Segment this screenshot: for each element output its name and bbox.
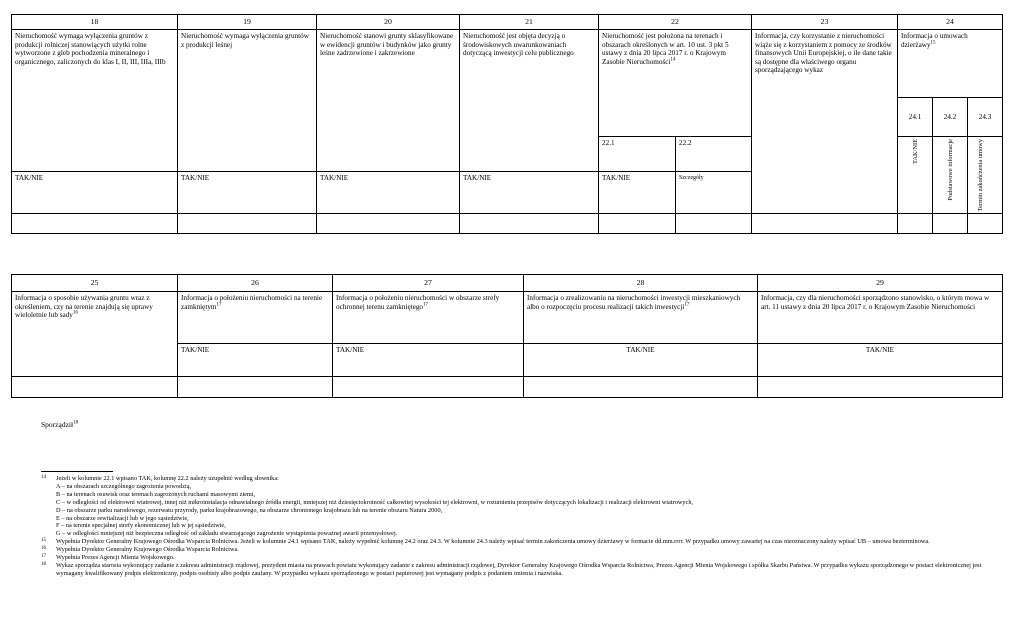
header-23: 23 (752, 15, 898, 30)
sub-24-1: 24.1 (898, 98, 933, 137)
header-24: 24 (898, 15, 1003, 30)
footnote-ref-14: 14 (670, 57, 676, 63)
signature-label (41, 420, 78, 429)
header-26: 26 (178, 275, 333, 292)
header-25: 25 (12, 275, 178, 292)
desc-25-text: Informacja o sposobie używania gruntu wraz z określeniem, czy na terenie znajdują się uprawy wieloletnie lub sady (15, 294, 153, 320)
desc-26 (178, 292, 333, 344)
footnote-14-item-g: G – w odległości mniejszej niż bezpieczna odległość od zakładu stwarzającego zagrożenie wystąpienia poważnej awarii przemysłowej. (56, 530, 398, 538)
value-24-1 (898, 137, 933, 214)
header-28: 28 (524, 275, 758, 292)
footnote-17 (41, 554, 1001, 562)
footnote-text: Jeżeli w kolumnie 22.1 wpisano TAK, kolumnę 22.2 należy uzupełnić według słownika: (56, 475, 279, 482)
input-22-2[interactable] (676, 214, 752, 234)
desc-26-text: Informacja o położeniu nieruchomości na terenie zamkniętym (181, 294, 323, 311)
footnote-divider (41, 471, 113, 472)
desc-18: Nieruchomość wymaga wyłączenia gruntów z produkcji rolniczej stanowiących użytki rolne wytworzone z gleb pochodzenia mineralnego i organicznego, zaliczonych do klas I, II, III, IIIa, IIIb (12, 30, 178, 172)
desc-23: Informacja, czy korzystanie z nieruchomości wiąże się z korzystaniem z pomocy ze środków finansowych Unii Europejskiej, o ile dane takie są dostępne dla właściwego organu sporządzającego wykaz (752, 30, 898, 214)
input-22-1[interactable] (599, 214, 676, 234)
desc-27-text: Informacja o położeniu nieruchomości w obszarze strefy ochronnej terenu zamkniętego (336, 294, 500, 311)
footnote-14-item-b: B – na terenach osuwisk oraz terenach zagrożonych ruchami masowymi ziemi, (56, 490, 256, 498)
signature-label-text: Sporządził (41, 420, 74, 429)
footnote-text: Wypełnia Dyrektor Generalny Krajowego Ośrodka Wsparcia Rolnictwa. (56, 546, 239, 554)
footnote-ref-17c: 17 (684, 302, 690, 308)
footnotes (41, 475, 1001, 578)
input-18[interactable] (12, 214, 178, 234)
sub-22-1: 22.1 (599, 137, 676, 172)
footnote-text: Wypełnia Prezes Agencji Mienia Wojskowego. (56, 554, 175, 562)
input-25[interactable] (12, 377, 178, 398)
desc-21: Nieruchomość jest objęta decyzją o środowiskowych uwarunkowaniach dotyczącą inwestycji celu publicznego (460, 30, 599, 172)
table-columns-25-29 (11, 274, 1003, 398)
value-24-3-text: Termin zakończenia umowy (977, 139, 985, 212)
value-22-2: Szczegóły (676, 171, 752, 214)
input-28[interactable] (524, 377, 758, 398)
input-24-1[interactable] (898, 214, 933, 234)
header-18: 18 (12, 15, 178, 30)
value-24-2-text: Podstawowe informacje (946, 139, 954, 201)
sub-22-2: 22.2 (676, 137, 752, 172)
value-22-1: TAK/NIE (599, 171, 676, 214)
header-29: 29 (758, 275, 1003, 292)
input-20[interactable] (317, 214, 460, 234)
header-20: 20 (317, 15, 460, 30)
desc-25 (12, 292, 178, 377)
footnote-number: 15 (41, 538, 46, 544)
input-24-3[interactable] (968, 214, 1003, 234)
footnote-ref-17b: 17 (423, 302, 429, 308)
value-19: TAK/NIE (178, 171, 317, 214)
footnote-number: 17 (41, 554, 46, 560)
desc-24 (898, 30, 1003, 98)
table-columns-18-24 (11, 14, 1003, 234)
desc-28-text: Informacja o zrealizowaniu na nieruchomości inwestycji mieszkaniowych albo o rozpoczęciu procesu realizacji takich inwestycji (527, 294, 741, 311)
input-24-2[interactable] (933, 214, 968, 234)
footnote-number: 14 (41, 475, 46, 480)
value-29: TAK/NIE (758, 344, 1003, 377)
desc-22 (599, 30, 752, 137)
footnote-text: Wypełnia Dyrektor Generalny Krajowego Ośrodka Wsparcia Rolnictwa. Jeżeli w kolumnie 24.1 wpisano TAK, należy wypełnić kolumnę 24.2 oraz 24.3. W kolumnie 24.3 należy wpisać termin zakończenia umowy dzierżawy w formacie dd.mm.rrrr. W przypadku umowy zawartej na czas nieoznaczony należy wpisać UB – umowa bezterminowa. (56, 538, 930, 546)
footnote-14-item-e: E – na obszarze rewitalizacji lub w jego sąsiedztwie, (56, 514, 189, 522)
footnote-ref-16: 16 (72, 310, 78, 316)
footnote-15 (41, 538, 1001, 546)
value-27: TAK/NIE (333, 344, 524, 377)
value-18: TAK/NIE (12, 171, 178, 214)
desc-28 (524, 292, 758, 344)
footnote-number: 16 (41, 546, 46, 552)
footnote-ref-15: 15 (930, 40, 936, 46)
value-24-3 (968, 137, 1003, 214)
desc-27 (333, 292, 524, 344)
footnote-text: Wykaz sporządza starosta wykonujący zadanie z zakresu administracji rządowej, prezydent miasta na prawach powiatu wykonujący zadanie z zakresu administracji rządowej, Dyrektor Generalny Krajowego Ośrodka Wsparcia Rolnictwa, Prezes Agencji Mienia Wojskowego i spółka Skarbu Państwa. W przypadku wykazu sporządzonego w postaci elektronicznej jest wymagany kwalifikowany podpis elektroniczny, podpis osobisty albo podpis zaufany. W przypadku wykazu sporządzonego w postaci papierowej jest wymagany podpis z podaniem imienia i nazwiska. (56, 561, 982, 577)
desc-22-text: Nieruchomość jest położona na terenach i obszarach określonych w art. 10 ust. 3 pkt 5 ustawy z dnia 20 lipca 2017 r. o Krajowym Zasobie Nieruchomości (602, 32, 729, 66)
input-19[interactable] (178, 214, 317, 234)
desc-19: Nieruchomość wymaga wyłączenia gruntów z produkcji leśnej (178, 30, 317, 172)
header-27: 27 (333, 275, 524, 292)
sub-24-3: 24.3 (968, 98, 1003, 137)
value-28: TAK/NIE (524, 344, 758, 377)
desc-20: Nieruchomość stanowi grunty sklasyfikowane w ewidencji gruntów i budynków jako grunty leśne zadrzewione i zakrzewione (317, 30, 460, 172)
footnote-14-item-d: D – na obszarze parku narodowego, rezerwatu przyrody, parku krajobrazowego, na obszarze chronionego krajobrazu lub na terenie obszaru Natura 2000, (56, 506, 443, 514)
header-22: 22 (599, 15, 752, 30)
footnote-16 (41, 546, 1001, 554)
header-19: 19 (178, 15, 317, 30)
footnote-ref-18: 18 (73, 420, 79, 426)
value-24-2 (933, 137, 968, 214)
footnote-number: 18 (41, 561, 46, 567)
sub-24-2: 24.2 (933, 98, 968, 137)
desc-24-text: Informacja o umowach dzierżawy (901, 32, 968, 49)
footnote-14 (41, 475, 1001, 483)
value-24-1-text: TAK/NIE (911, 139, 919, 165)
footnote-14-item-f: F – na terenie specjalnej strefy ekonomicznej lub w jej sąsiedztwie, (56, 522, 226, 530)
desc-29: Informacja, czy dla nieruchomości sporządzono stanowisko, o którym mowa w art. 11 ustawy z dnia 20 lipca 2017 r. o Krajowym Zasobie Nieruchomości (758, 292, 1003, 344)
footnote-18 (41, 562, 1001, 578)
footnote-ref-17a: 17 (216, 302, 222, 308)
value-26: TAK/NIE (178, 344, 333, 377)
value-20: TAK/NIE (317, 171, 460, 214)
footnote-14-item-c: C – w odległości od elektrowni wiatrowej, innej niż mikroinstalacja odnawialnego źródła energii, mniejszej niż dziesięciokrotność całkowitej wysokości tej elektrowni, w rozumieniu przepisów dotyczących lokalizacji i realizacji elektrowni wiatrowych, (56, 498, 694, 506)
header-21: 21 (460, 15, 599, 30)
input-27[interactable] (333, 377, 524, 398)
input-26[interactable] (178, 377, 333, 398)
input-23[interactable] (752, 214, 898, 234)
value-21: TAK/NIE (460, 171, 599, 214)
input-21[interactable] (460, 214, 599, 234)
footnote-14-item-a: A – na obszarach szczególnego zagrożenia powodzią, (56, 482, 192, 490)
input-29[interactable] (758, 377, 1003, 398)
